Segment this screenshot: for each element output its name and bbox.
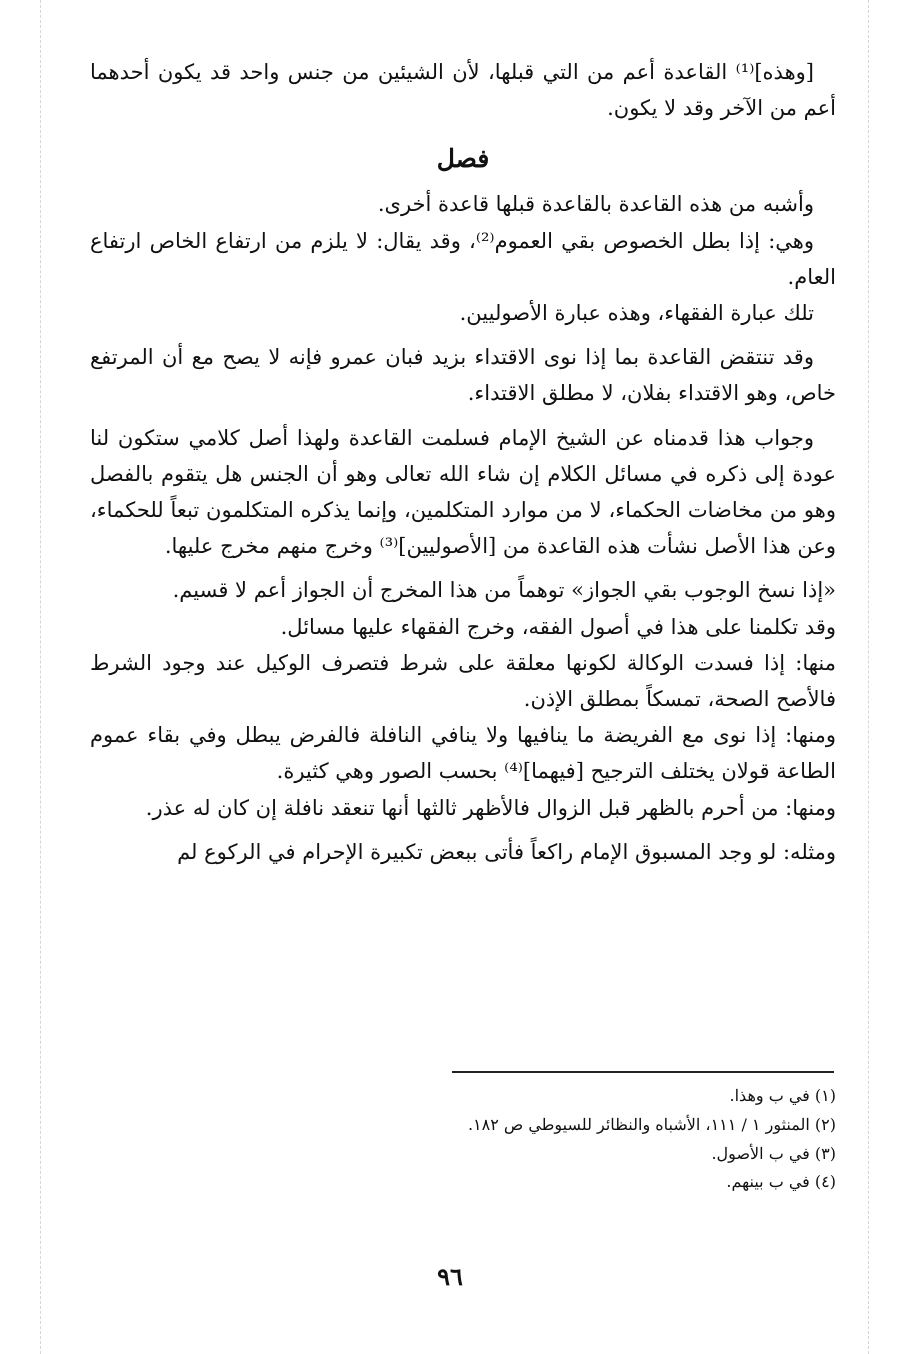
footnote: (٤) في ب بينهم. bbox=[726, 1172, 836, 1192]
footnotes bbox=[90, 1082, 836, 1197]
paragraph: ومثله: لو وجد المسبوق الإمام راكعاً فأتى ببعض تكبيرة الإحرام في الركوع لم bbox=[177, 839, 836, 864]
paragraph: وأشبه من هذه القاعدة بالقاعدة قبلها قاعدة أخرى. bbox=[377, 192, 814, 217]
scan-artifact-line bbox=[868, 0, 869, 1354]
paragraph: وجواب هذا قدمناه عن الشيخ الإمام فسلمت القاعدة ولهذا أصل كلامي ستكون لنا عودة إلى ذكره في مسائل الكلام إن شاء الله تعالى وهو أن الجنس هل يتقوم بالفصل وهو من مخاضات الحكماء، لا من موارد المتكلمين، وإنما يذكره المتكلمون تبعاً للحكماء، وعن هذا الأصل نشأت هذه القاعدة من [الأصوليين]⁽³⁾ وخرج منهم مخرج عليها. bbox=[90, 425, 836, 559]
paragraph: وقد تنتقض القاعدة بما إذا نوى الاقتداء بزيد فبان عمرو فإنه لا يصح مع أن المرتفع خاص، وهو الاقتداء بفلان، لا مطلق الاقتداء. bbox=[90, 345, 836, 406]
main-text bbox=[90, 54, 836, 870]
footnote: (١) في ب وهذا. bbox=[729, 1086, 836, 1105]
section-heading: فصل bbox=[436, 144, 490, 174]
paragraph: وهي: إذا بطل الخصوص بقي العموم⁽²⁾، وقد يقال: لا يلزم من ارتفاع الخاص ارتفاع العام. bbox=[90, 228, 836, 289]
footnote-separator bbox=[452, 1071, 834, 1073]
scan-artifact-line bbox=[40, 0, 41, 1354]
paragraph: تلك عبارة الفقهاء، وهذه عبارة الأصوليين. bbox=[459, 301, 814, 326]
quoted-rule: «إذا نسخ الوجوب بقي الجواز» توهماً من هذا المخرج أن الجواز أعم لا قسيم. bbox=[172, 578, 836, 603]
paragraph: [وهذه]⁽¹⁾ القاعدة أعم من التي قبلها، لأن الشيئين من جنس واحد قد يكون أحدهما أعم من الآخر وقد لا يكون. bbox=[90, 60, 836, 121]
footnote: (٣) في ب الأصول. bbox=[711, 1143, 836, 1163]
footnote: (٢) المنثور ١ / ١١١، الأشباه والنظائر للسيوطي ص ١٨٢. bbox=[467, 1114, 836, 1134]
page-number: ٩٦ bbox=[437, 1262, 463, 1291]
paragraph: ومنها: إذا نوى مع الفريضة ما ينافيها ولا ينافي النافلة فالفرض يبطل وفي بقاء عموم الطاعة قولان يختلف الترجيح [فيهما]⁽⁴⁾ بحسب الصور وهي كثيرة. bbox=[90, 723, 836, 784]
paragraph: وقد تكلمنا على هذا في أصول الفقه، وخرج الفقهاء عليها مسائل. bbox=[280, 614, 836, 639]
paragraph: منها: إذا فسدت الوكالة لكونها معلقة على شرط فتصرف الوكيل عند وجود الشرط فالأصح الصحة، تمسكاً بمطلق الإذن. bbox=[90, 650, 836, 712]
paragraph: ومنها: من أحرم بالظهر قبل الزوال فالأظهر ثالثها أنها تنعقد نافلة إن كان له عذر. bbox=[145, 795, 836, 820]
